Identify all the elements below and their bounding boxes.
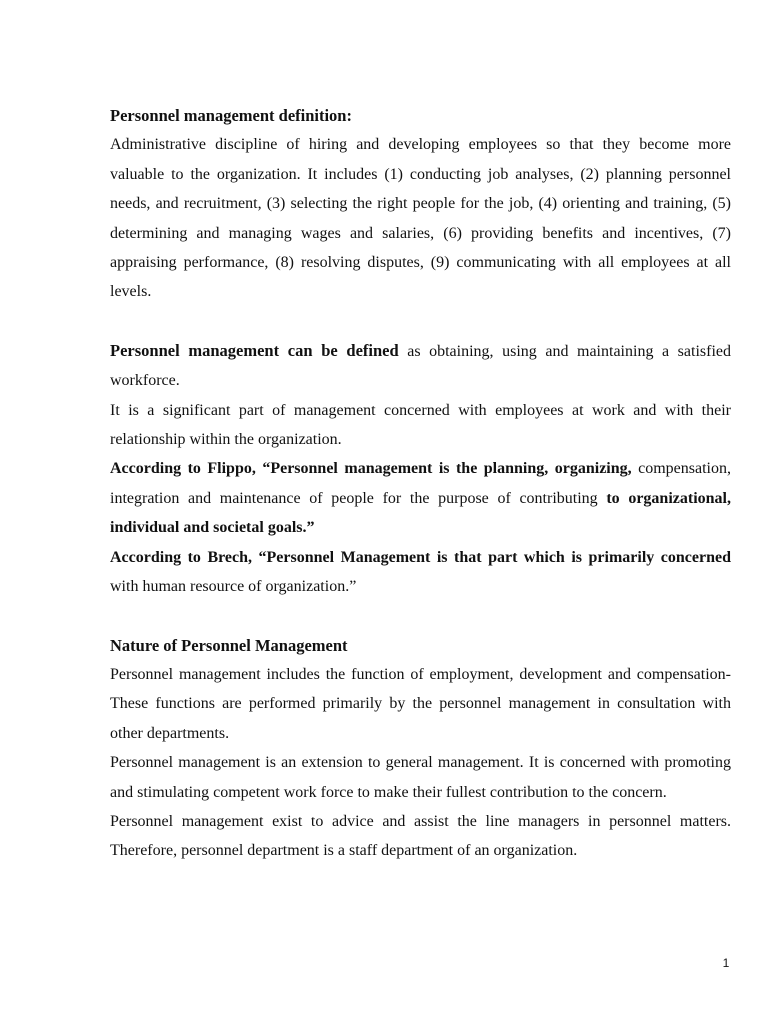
brech-quote-start: According to Brech, “Personnel Management is that part which is primarily concerned	[110, 548, 731, 566]
nature-paragraph-2: Personnel management is an extension to general management. It is concerned with promoting and stimulating competent work force to make their fullest contribution to the concern.	[110, 754, 731, 801]
brech-quote-paragraph	[110, 543, 731, 602]
significance-paragraph: It is a significant part of management concerned with employees at work and with their relationship within the organization.	[110, 401, 731, 449]
flippo-quote-paragraph	[110, 454, 731, 542]
defined-lead-text: Personnel management can be defined	[110, 340, 399, 360]
brech-quote-end: with human resource of organization.”	[110, 578, 357, 596]
defined-paragraph	[110, 336, 731, 396]
flippo-quote-start: According to Flippo, “Personnel management is the planning, organizing,	[110, 460, 632, 478]
flippo-quote-middle: compensation, integration and maintenance of people for the purpose of contributing	[110, 460, 732, 507]
definition-paragraph: Administrative discipline of hiring and developing employees so that they become more valuable to the organization. It includes (1) conducting job analyses, (2) planning personnel needs, and recruitment, (3) selecting the right people for the job, (4) orienting and training, (5) determining and managing wages and salaries, (6) providing benefits and incentives, (7) appraising performance, (8) resolving disputes, (9) communicating with all employees at all levels.	[110, 136, 731, 301]
flippo-quote-end: to organizational, individual and societal goals.”	[110, 489, 731, 537]
section-spacer	[110, 602, 731, 631]
page-content	[110, 101, 731, 866]
page-number: 1	[722, 956, 730, 970]
defined-rest-text: as obtaining, using and maintaining a satisfied workforce.	[110, 342, 731, 390]
nature-heading: Nature of Personnel Management	[110, 635, 348, 655]
definition-heading: Personnel management definition:	[110, 106, 352, 125]
nature-paragraph-3: Personnel management exist to advice and assist the line managers in personnel matters. Therefore, personnel department is a staff department of an organization.	[110, 812, 731, 860]
nature-paragraph-1: Personnel management includes the function of employment, development and compensation- These functions are performed primarily by the personnel management in consultation with other departments.	[110, 665, 731, 742]
section-spacer	[110, 307, 731, 336]
